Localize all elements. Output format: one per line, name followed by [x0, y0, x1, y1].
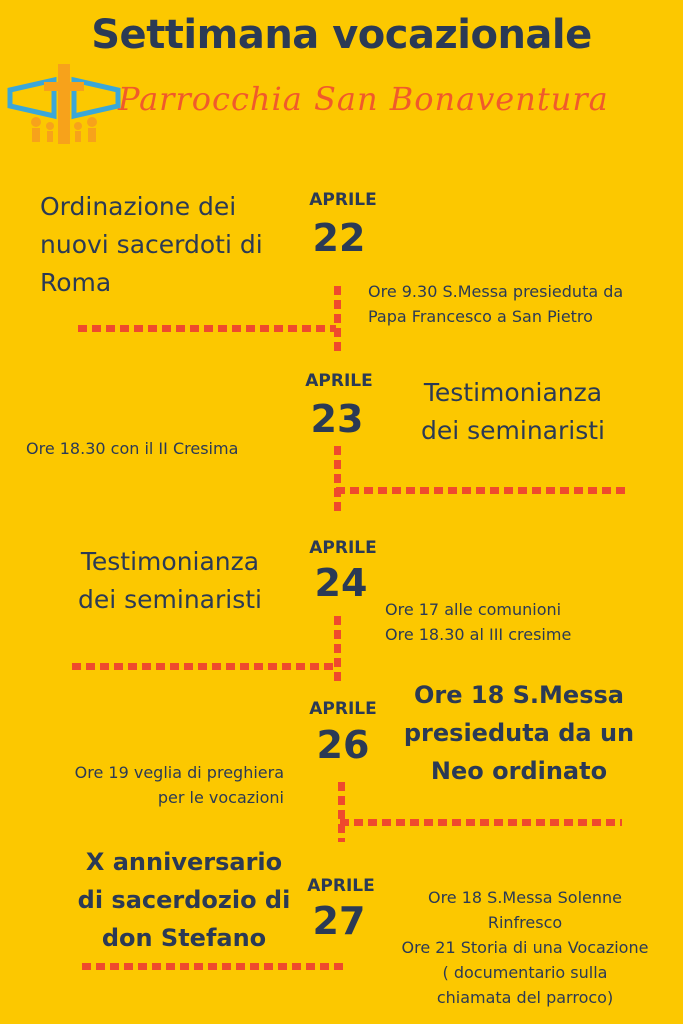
event-month: APRILE: [307, 876, 375, 896]
event-details: Ore 17 alle comunioni Ore 18.30 al III cresime: [385, 600, 572, 644]
page-title: Settimana vocazionale: [91, 12, 592, 58]
event-details: Ore 18.30 con il II Cresima: [26, 439, 239, 458]
timeline-connector: [334, 616, 341, 682]
event-day: 27: [312, 899, 366, 943]
timeline-divider: [78, 325, 336, 332]
timeline-divider: [72, 663, 336, 670]
event-month: APRILE: [309, 190, 377, 210]
event-details: Ore 9.30 S.Messa presieduta da Papa Francesco a San Pietro: [368, 282, 624, 326]
event-details: Ore 18 S.Messa Solenne Rinfresco Ore 21 Storia di una Vocazione ( documentario sulla chiamata del parroco): [401, 888, 649, 1007]
event-title: Ore 18 S.Messa presieduta da un Neo ordinato: [403, 681, 635, 785]
church-cross-logo-icon: [6, 60, 122, 148]
event-title: Testimonianza dei seminaristi: [420, 378, 605, 445]
event-month: APRILE: [305, 371, 373, 391]
event-details: Ore 19 veglia di preghiera per le vocazioni: [74, 763, 284, 807]
event-day: 22: [312, 216, 366, 260]
parish-name: Parrocchia San Bonaventura: [118, 80, 609, 118]
event-day: 23: [310, 397, 364, 441]
timeline-divider: [82, 963, 344, 970]
timeline-connector: [334, 286, 341, 356]
timeline-connector: [334, 446, 341, 514]
event-title: Testimonianza dei seminaristi: [77, 547, 262, 614]
timeline-divider: [340, 819, 622, 826]
event-month: APRILE: [309, 538, 377, 558]
timeline-connector: [338, 782, 345, 842]
timeline-divider: [336, 487, 626, 494]
event-day: 24: [314, 561, 368, 605]
event-month: APRILE: [309, 699, 377, 719]
event-title: X anniversario di sacerdozio di don Stefano: [77, 848, 291, 952]
event-day: 26: [316, 723, 370, 767]
event-title: Ordinazione dei nuovi sacerdoti di Roma: [40, 192, 263, 297]
